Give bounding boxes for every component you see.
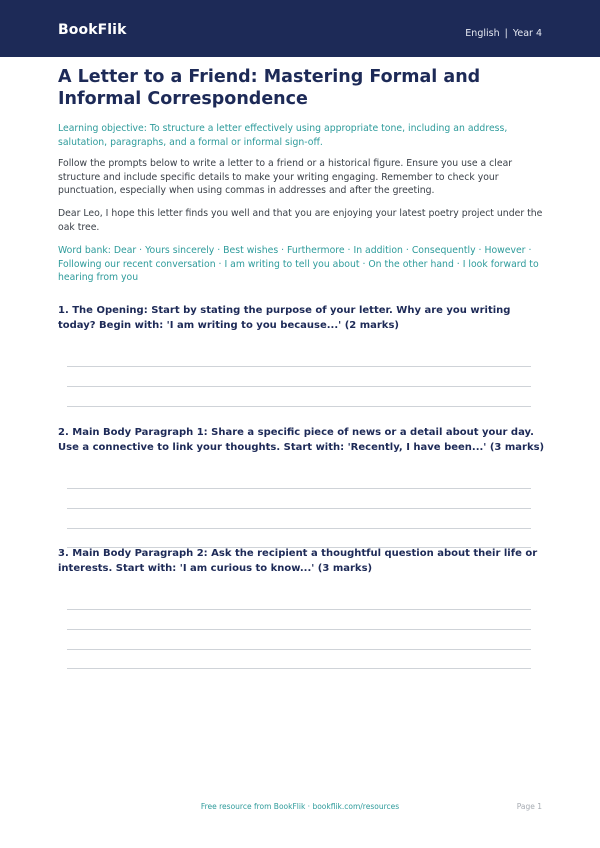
answer-line[interactable]	[67, 488, 531, 489]
answer-line[interactable]	[67, 386, 531, 387]
answer-line[interactable]	[67, 366, 531, 367]
answer-line[interactable]	[67, 629, 531, 630]
learning-objective: Learning objective: To structure a letter effectively using appropriate tone, including an address, salutation, paragraphs, and a formal or informal sign-off.	[58, 123, 508, 148]
answer-line[interactable]	[67, 406, 531, 407]
page-title: A Letter to a Friend: Mastering Formal and Informal Correspondence	[58, 67, 481, 109]
question-1: 1. The Opening: Start by stating the purpose of your letter. Why are you writing today? Begin with: 'I am writing to you because...' (2 marks)	[58, 305, 511, 331]
meta-separator: |	[504, 28, 508, 39]
example-text: Dear Leo, I hope this letter finds you well and that you are enjoying your latest poetry project under the oak tree.	[58, 208, 543, 233]
answer-line[interactable]	[67, 668, 531, 669]
answer-line[interactable]	[67, 508, 531, 509]
subject-label: English	[465, 28, 500, 39]
header-bar	[0, 0, 600, 57]
brand-logo-text[interactable]: BookFlik	[58, 22, 127, 38]
year-label: Year 4	[512, 28, 542, 39]
answer-line[interactable]	[67, 528, 531, 529]
question-2: 2. Main Body Paragraph 1: Share a specific piece of news or a detail about your day. Use a connective to link your thoughts. Start with: 'Recently, I have been...' (3 marks)	[58, 427, 545, 453]
answer-line[interactable]	[67, 649, 531, 650]
question-3: 3. Main Body Paragraph 2: Ask the recipient a thoughtful question about their life or interests. Start with: 'I am curious to know...' (3 marks)	[58, 548, 538, 574]
subject-year-label	[465, 28, 542, 39]
instructions-text: Follow the prompts below to write a letter to a friend or a historical figure. Ensure you use a clear structure and include specific details to make your writing engaging. Remember to check your punctuation, especially when using commas in addresses and after the greeting.	[58, 158, 513, 196]
footer-source[interactable]: Free resource from BookFlik · bookflik.com/resources	[200, 802, 400, 811]
answer-line[interactable]	[67, 609, 531, 610]
word-bank: Word bank: Dear · Yours sincerely · Best wishes · Furthermore · In addition · Consequently · However · Following our recent conversation · I am writing to tell you about · On the other hand · I look forward to hearing from you	[58, 245, 539, 283]
page-number: Page 1	[516, 802, 542, 811]
